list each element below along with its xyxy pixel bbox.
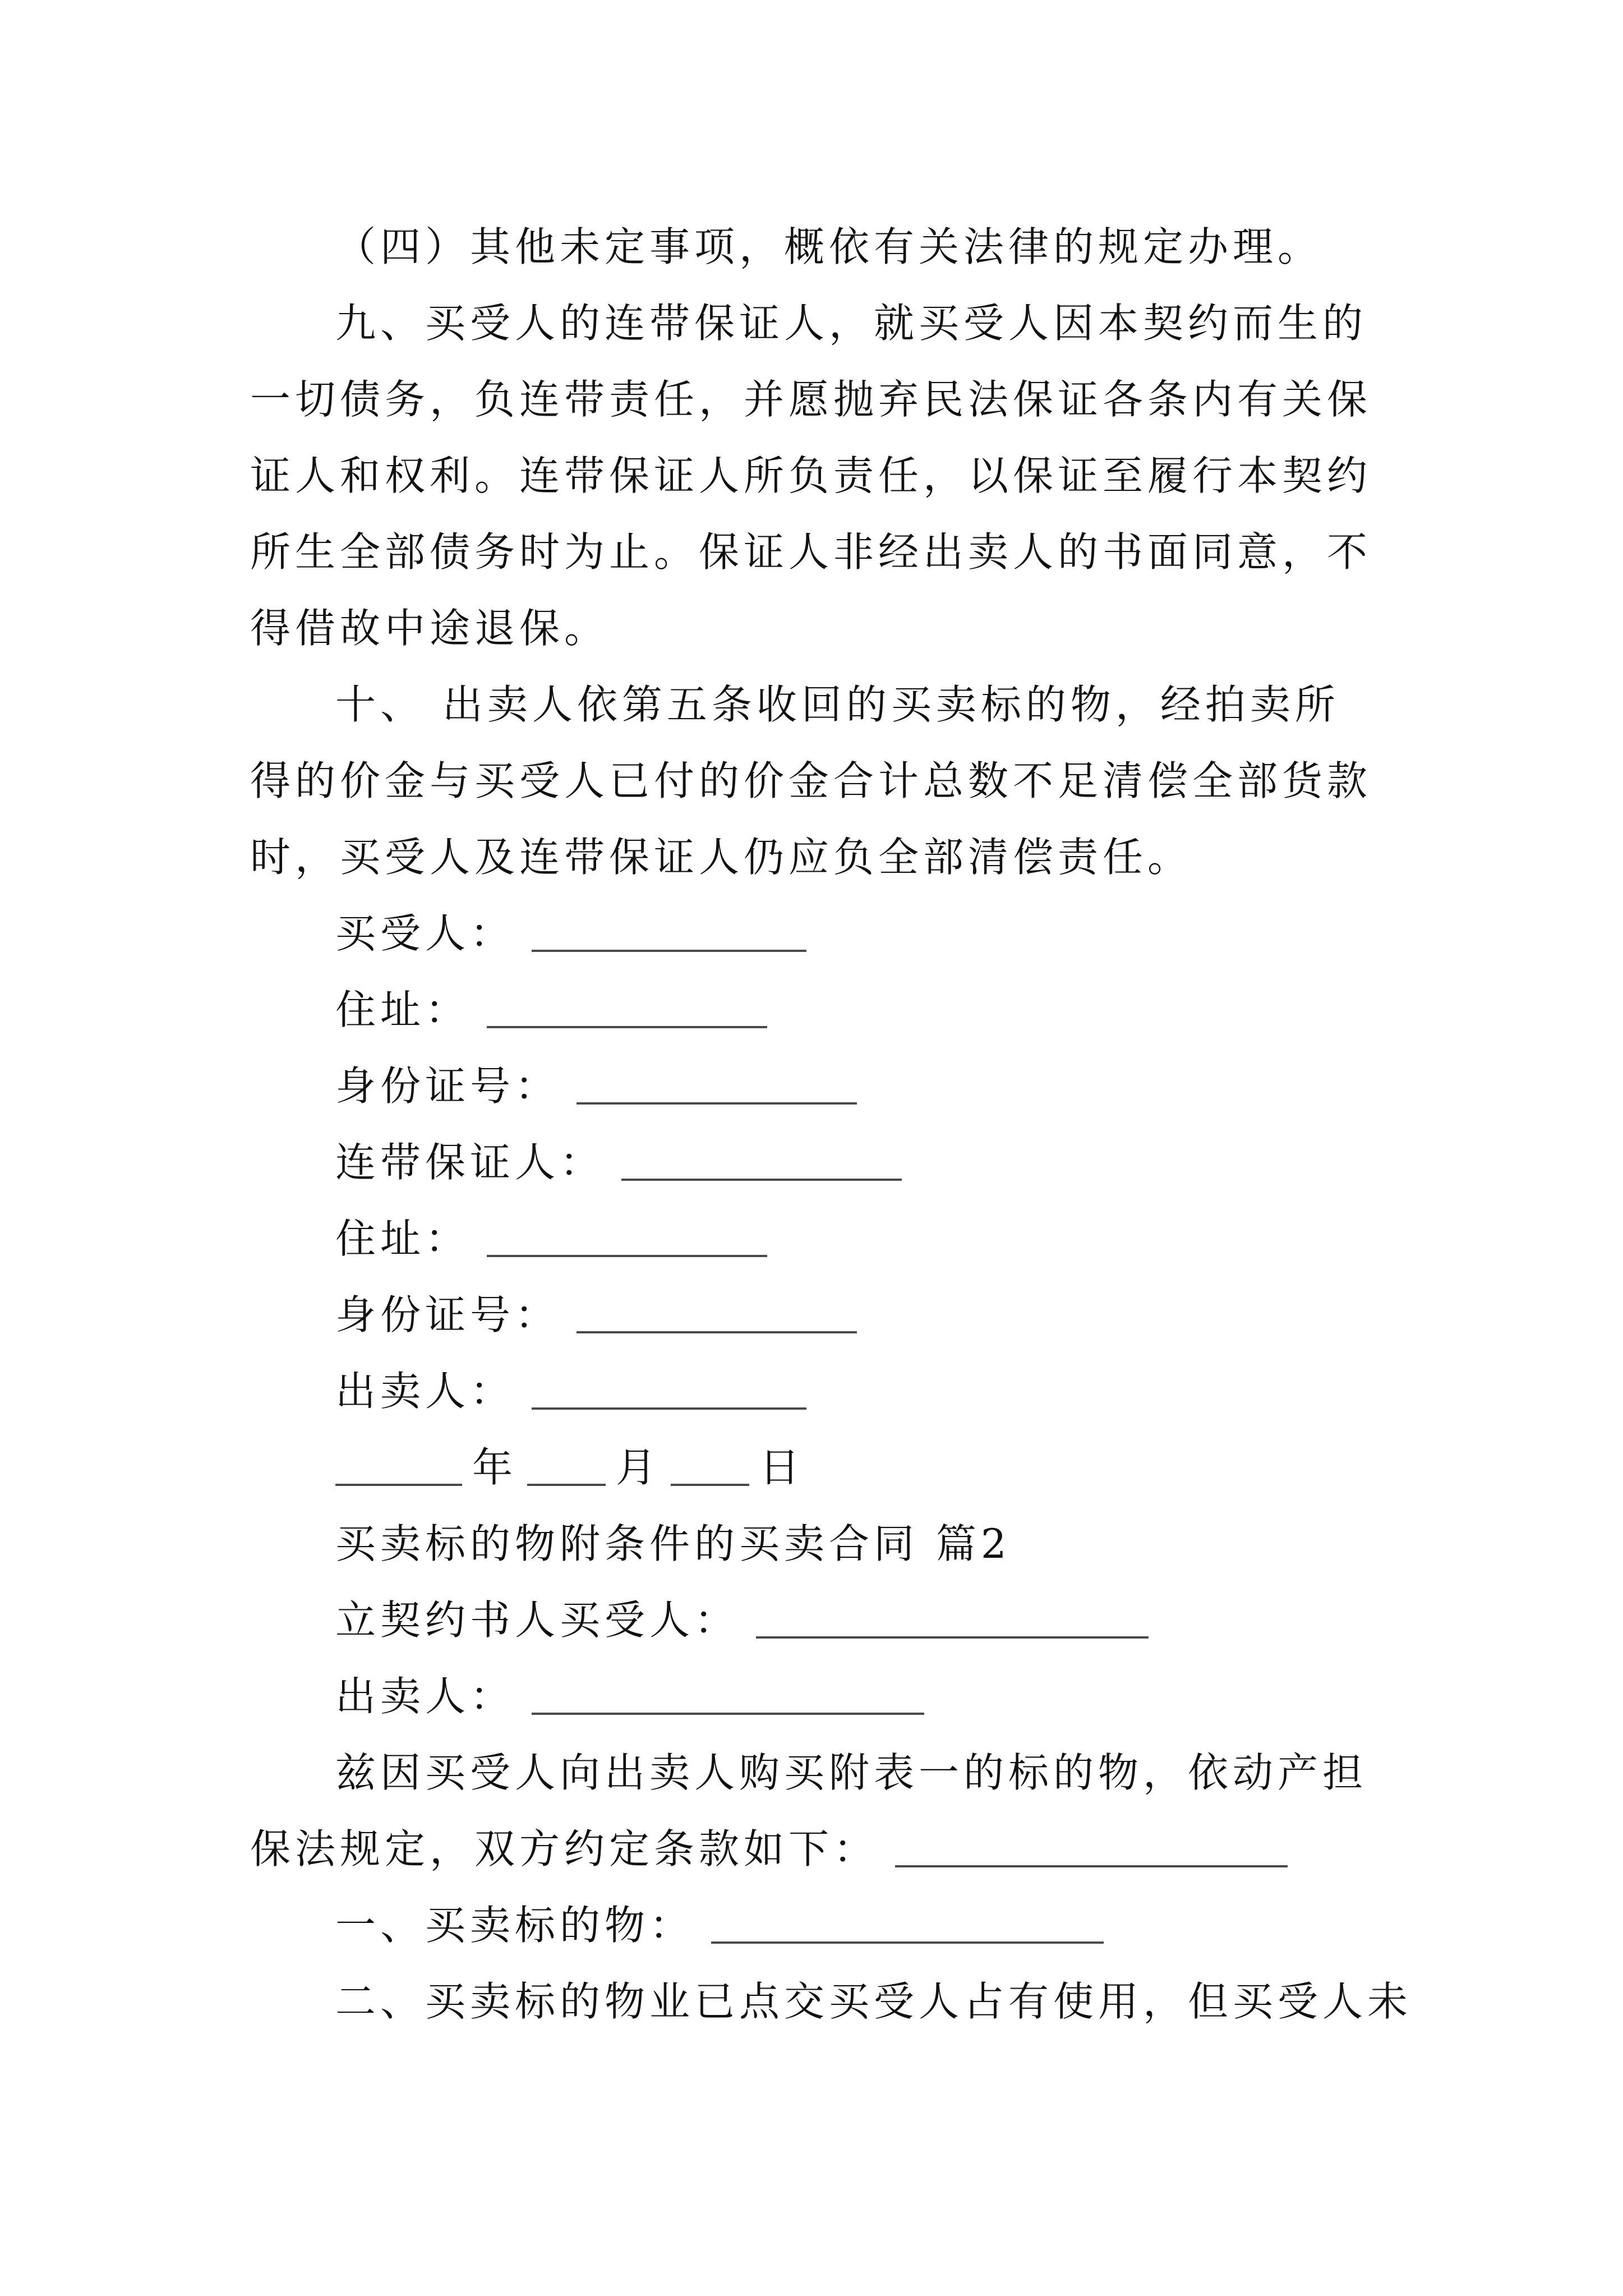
day-blank xyxy=(671,1484,749,1486)
blank-line xyxy=(577,1102,857,1105)
blank-line xyxy=(711,1941,1104,1944)
day-label: 日 xyxy=(759,1444,805,1491)
signature-label: 住址： xyxy=(335,986,471,1033)
blank-line xyxy=(532,1407,806,1410)
year-label: 年 xyxy=(472,1444,518,1491)
date-line xyxy=(335,1429,814,1506)
paragraph-joint-guarantor: 九、买受人的连带保证人，就买受人因本契约而生的一切债务，负连带责任，并愿抛弃民法保证各条内有关保证人和权利。连带保证人所负责任，以保证至履行本契约所生全部债务时为止。保证人非经出卖人的书面同意，不得借故中途退保。 xyxy=(250,300,1372,652)
paragraph-other-matters: （四）其他未定事项，概依有关法律的规定办理。 xyxy=(335,223,1323,270)
month-label: 月 xyxy=(616,1444,661,1491)
blank-line xyxy=(532,1713,924,1715)
signature-label: 连带保证人： xyxy=(335,1139,605,1186)
paragraph-auction-shortfall: 十、 出卖人依第五条收回的买卖标的物，经拍卖所得的价金与买受人已付的价金合计总数不足清偿全部货款时，买受人及连带保证人仍应负全部清偿责任。 xyxy=(250,681,1372,881)
year-blank xyxy=(335,1484,462,1486)
blank-line xyxy=(577,1331,857,1333)
section-title: 买卖标的物附条件的买卖合同 篇2 xyxy=(335,1520,1011,1567)
blank-line xyxy=(621,1179,902,1181)
signature-label: 身份证号： xyxy=(335,1291,560,1338)
signature-label: 买受人： xyxy=(335,910,515,957)
contract-party-seller xyxy=(335,1658,924,1734)
contract-party-buyer xyxy=(335,1582,1149,1658)
signature-field-seller xyxy=(335,1353,806,1429)
clause-one xyxy=(335,1887,1104,1963)
intro-text: 兹因买受人向出卖人购买附表一的标的物，依动产担保法规定，双方约定条款如下： xyxy=(250,1749,1368,1872)
blank-line xyxy=(532,950,806,952)
party-label: 出卖人： xyxy=(335,1673,515,1720)
signature-field-joint-guarantor xyxy=(335,1124,902,1200)
month-blank xyxy=(527,1484,606,1486)
signature-field-buyer xyxy=(335,895,806,972)
signature-field-address xyxy=(335,972,767,1048)
signature-label: 住址： xyxy=(335,1215,471,1262)
intro-paragraph xyxy=(250,1734,1383,1887)
party-label: 立契约书人买受人： xyxy=(335,1596,740,1644)
signature-label: 身份证号： xyxy=(335,1062,560,1110)
clause-label: 一、买卖标的物： xyxy=(335,1902,695,1949)
blank-line xyxy=(487,1255,767,1257)
blank-line xyxy=(487,1026,767,1028)
signature-label: 出卖人： xyxy=(335,1368,515,1415)
clause-two: 二、买卖标的物业已点交买受人占有使用，但买受人未 xyxy=(335,1978,1413,2025)
signature-field-id-number xyxy=(335,1048,857,1124)
signature-field-guarantor-address xyxy=(335,1200,767,1277)
blank-line xyxy=(756,1636,1149,1639)
signature-field-guarantor-id xyxy=(335,1277,857,1353)
blank-line xyxy=(895,1865,1288,1867)
